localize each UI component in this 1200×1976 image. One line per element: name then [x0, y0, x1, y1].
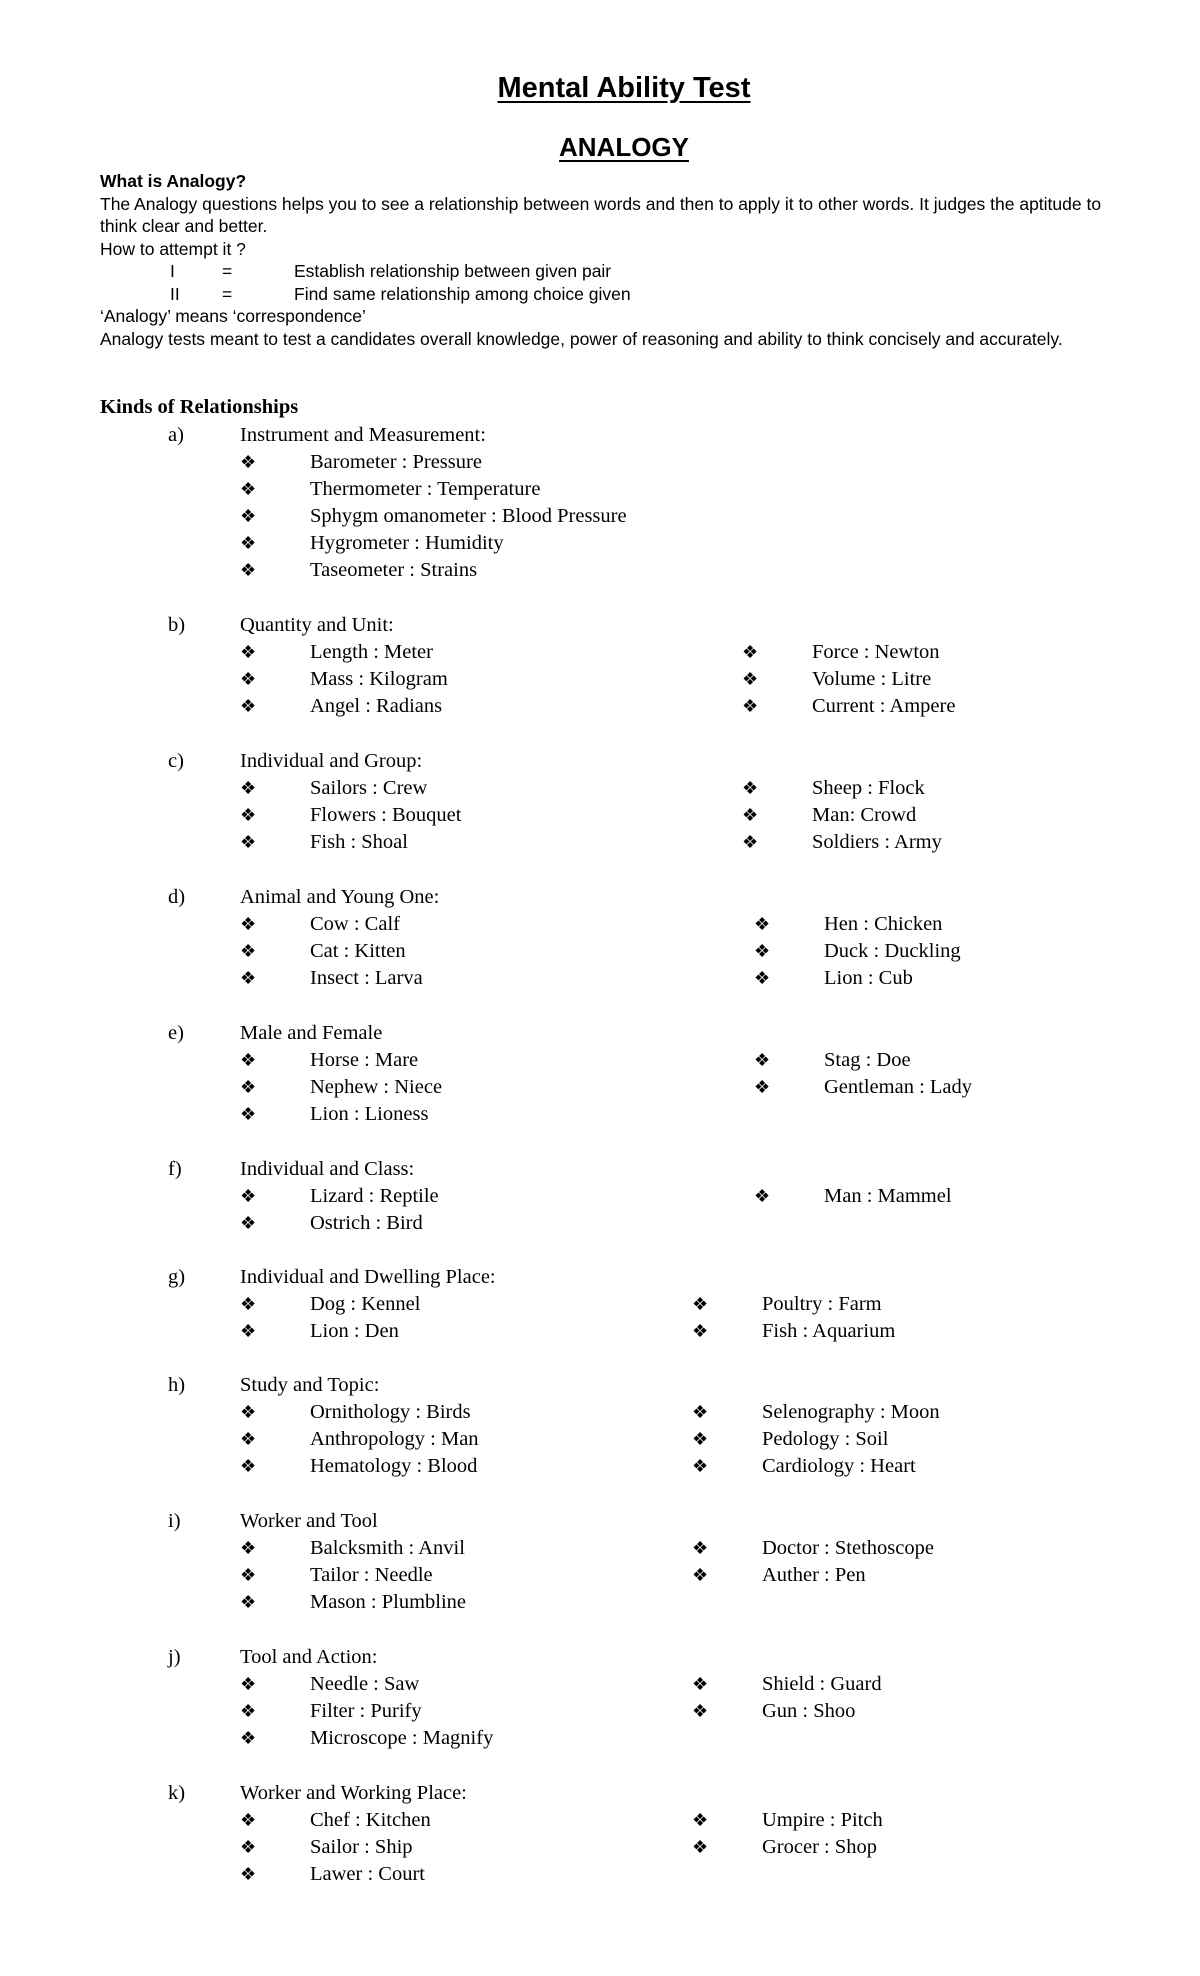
diamond-bullet-icon: ❖ [240, 1213, 257, 1233]
diamond-bullet-icon: ❖ [692, 1456, 709, 1476]
pair-text: Microscope : Magnify [310, 1727, 494, 1749]
pair-text: Lion : Cub [824, 967, 913, 989]
pair-text: Force : Newton [812, 641, 940, 663]
list-item [240, 829, 461, 856]
pair-text: Ornithology : Birds [310, 1401, 471, 1423]
pair-text: Cat : Kitten [310, 940, 406, 962]
pair-text: Anthropology : Man [310, 1428, 479, 1450]
step-text: Establish relationship between given pair [294, 261, 612, 281]
diamond-bullet-icon: ❖ [240, 1538, 257, 1558]
list-item [240, 911, 423, 938]
list-item [692, 1807, 883, 1834]
diamond-bullet-icon: ❖ [742, 805, 759, 825]
list-item [240, 938, 423, 965]
list-item [742, 693, 955, 720]
diamond-bullet-icon: ❖ [692, 1321, 709, 1341]
diamond-bullet-icon: ❖ [754, 914, 771, 934]
items-column [692, 1291, 895, 1345]
diamond-bullet-icon: ❖ [240, 1837, 257, 1857]
diamond-bullet-icon: ❖ [240, 1728, 257, 1748]
pair-text: Sailors : Crew [310, 777, 428, 799]
pair-text: Current : Ampere [812, 695, 956, 717]
category-letter: d) [168, 886, 186, 908]
step-number: I [170, 261, 175, 281]
diamond-bullet-icon: ❖ [240, 1050, 257, 1070]
items-column [754, 911, 961, 992]
pair-text: Filter : Purify [310, 1700, 422, 1722]
list-item [240, 802, 461, 829]
pair-text: Hematology : Blood [310, 1455, 478, 1477]
list-item [240, 449, 627, 476]
diamond-bullet-icon: ❖ [754, 1050, 771, 1070]
diamond-bullet-icon: ❖ [240, 479, 257, 499]
category-letter: e) [168, 1022, 184, 1044]
list-item [240, 1725, 493, 1752]
list-item [742, 829, 942, 856]
list-item [240, 965, 423, 992]
list-item [692, 1834, 883, 1861]
diamond-bullet-icon: ❖ [742, 778, 759, 798]
list-item [240, 1453, 479, 1480]
step-row [100, 260, 1140, 283]
category-heading: Study and Topic: [240, 1374, 380, 1396]
diamond-bullet-icon: ❖ [692, 1429, 709, 1449]
category-heading: Instrument and Measurement: [240, 424, 486, 446]
pair-text: Selenography : Moon [762, 1401, 940, 1423]
list-item [240, 1861, 431, 1888]
category-letter: f) [168, 1158, 182, 1180]
list-item [692, 1562, 934, 1589]
list-item [240, 1210, 439, 1237]
step-text: Find same relationship among choice given [294, 283, 631, 304]
items-column [692, 1399, 940, 1480]
pair-text: Soldiers : Army [812, 831, 942, 853]
list-item [240, 1589, 466, 1616]
intro-how-to: How to attempt it ? [100, 238, 246, 259]
items-column [240, 639, 448, 720]
diamond-bullet-icon: ❖ [240, 1402, 257, 1422]
list-item [240, 1318, 420, 1345]
diamond-bullet-icon: ❖ [692, 1402, 709, 1422]
category-heading: Individual and Dwelling Place: [240, 1266, 496, 1288]
pair-text: Duck : Duckling [824, 940, 961, 962]
list-item [240, 530, 627, 557]
list-item [240, 1834, 431, 1861]
diamond-bullet-icon: ❖ [692, 1701, 709, 1721]
diamond-bullet-icon: ❖ [692, 1810, 709, 1830]
pair-text: Cardiology : Heart [762, 1455, 916, 1477]
category-heading: Animal and Young One: [240, 886, 440, 908]
list-item [240, 1074, 442, 1101]
pair-text: Lawer : Court [310, 1863, 425, 1885]
diamond-bullet-icon: ❖ [240, 1565, 257, 1585]
pair-text: Gun : Shoo [762, 1700, 856, 1722]
pair-text: Mason : Plumbline [310, 1591, 467, 1613]
list-item [240, 503, 627, 530]
diamond-bullet-icon: ❖ [240, 941, 257, 961]
pair-text: Chef : Kitchen [310, 1809, 431, 1831]
list-item [742, 802, 942, 829]
pair-text: Needle : Saw [310, 1673, 420, 1695]
list-item [692, 1399, 940, 1426]
items-column [692, 1807, 883, 1861]
intro-section [100, 170, 1140, 350]
diamond-bullet-icon: ❖ [240, 560, 257, 580]
items-column [692, 1535, 934, 1589]
list-item [754, 911, 961, 938]
intro-description: The Analogy questions helps you to see a relationship between words and then to apply it to other words. It judges the aptitude to think clear and better. [100, 193, 1102, 236]
list-item [240, 639, 448, 666]
step-equals: = [222, 283, 233, 304]
intro-question: What is Analogy? [100, 171, 247, 191]
diamond-bullet-icon: ❖ [742, 832, 759, 852]
items-column [240, 1399, 479, 1480]
diamond-bullet-icon: ❖ [240, 1701, 257, 1721]
items-column [240, 1183, 439, 1237]
list-item [240, 1047, 442, 1074]
list-item [240, 1671, 493, 1698]
pair-text: Lion : Lioness [310, 1103, 429, 1125]
items-column [240, 911, 423, 992]
category-letter: k) [168, 1782, 186, 1804]
category-letter: b) [168, 614, 186, 636]
list-item [240, 1426, 479, 1453]
diamond-bullet-icon: ❖ [240, 1456, 257, 1476]
pair-text: Pedology : Soil [762, 1428, 889, 1450]
pair-text: Grocer : Shop [762, 1836, 878, 1858]
diamond-bullet-icon: ❖ [240, 832, 257, 852]
pair-text: Sheep : Flock [812, 777, 925, 799]
diamond-bullet-icon: ❖ [240, 805, 257, 825]
pair-text: Sailor : Ship [310, 1836, 413, 1858]
list-item [692, 1698, 882, 1725]
diamond-bullet-icon: ❖ [240, 914, 257, 934]
list-item [742, 775, 942, 802]
intro-purpose: Analogy tests meant to test a candidates overall knowledge, power of reasoning and ability to think concisely and accurately. [100, 328, 1063, 349]
pair-text: Man: Crowd [812, 804, 917, 826]
pair-text: Flowers : Bouquet [310, 804, 462, 826]
category-letter: a) [168, 424, 184, 446]
pair-text: Hen : Chicken [824, 913, 943, 935]
diamond-bullet-icon: ❖ [692, 1294, 709, 1314]
diamond-bullet-icon: ❖ [692, 1837, 709, 1857]
diamond-bullet-icon: ❖ [692, 1565, 709, 1585]
list-item [754, 1183, 952, 1210]
list-item [742, 639, 955, 666]
diamond-bullet-icon: ❖ [240, 1104, 257, 1124]
category-heading: Worker and Tool [240, 1510, 378, 1532]
items-column [754, 1047, 972, 1101]
pair-text: Volume : Litre [812, 668, 932, 690]
pair-text: Balcksmith : Anvil [310, 1537, 465, 1559]
items-column [240, 775, 461, 856]
list-item [240, 666, 448, 693]
pair-text: Stag : Doe [824, 1049, 911, 1071]
diamond-bullet-icon: ❖ [240, 1429, 257, 1449]
pair-text: Nephew : Niece [310, 1076, 443, 1098]
diamond-bullet-icon: ❖ [240, 669, 257, 689]
diamond-bullet-icon: ❖ [742, 642, 759, 662]
items-column [240, 449, 627, 584]
category-letter: i) [168, 1510, 181, 1532]
diamond-bullet-icon: ❖ [754, 968, 771, 988]
diamond-bullet-icon: ❖ [240, 506, 257, 526]
list-item [240, 693, 448, 720]
pair-text: Angel : Radians [310, 695, 443, 717]
diamond-bullet-icon: ❖ [754, 1077, 771, 1097]
list-item [754, 965, 961, 992]
category-heading: Worker and Working Place: [240, 1782, 467, 1804]
pair-text: Length : Meter [310, 641, 433, 663]
items-column [240, 1671, 493, 1752]
pair-text: Barometer : Pressure [310, 451, 482, 473]
diamond-bullet-icon: ❖ [742, 669, 759, 689]
pair-text: Lion : Den [310, 1320, 399, 1342]
items-column [240, 1535, 466, 1616]
items-column [742, 775, 942, 856]
category-heading: Individual and Class: [240, 1158, 415, 1180]
pair-text: Horse : Mare [310, 1049, 419, 1071]
page-title: Mental Ability Test [497, 72, 751, 104]
diamond-bullet-icon: ❖ [240, 968, 257, 988]
pair-text: Thermometer : Temperature [310, 478, 541, 500]
category-heading: Individual and Group: [240, 750, 423, 772]
pair-text: Fish : Shoal [310, 831, 408, 853]
pair-text: Poultry : Farm [762, 1293, 882, 1315]
list-item [692, 1291, 895, 1318]
pair-text: Dog : Kennel [310, 1293, 421, 1315]
step-row [100, 283, 1140, 306]
pair-text: Insect : Larva [310, 967, 423, 989]
list-item [240, 775, 461, 802]
analogy-meaning: ‘Analogy’ means ‘correspondence’ [100, 306, 366, 326]
step-equals: = [222, 261, 233, 281]
diamond-bullet-icon: ❖ [240, 1294, 257, 1314]
list-item [692, 1671, 882, 1698]
diamond-bullet-icon: ❖ [240, 1674, 257, 1694]
list-item [240, 1807, 431, 1834]
list-item [240, 1562, 466, 1589]
items-column [692, 1671, 882, 1725]
pair-text: Taseometer : Strains [310, 559, 478, 581]
diamond-bullet-icon: ❖ [240, 642, 257, 662]
list-item [240, 1535, 466, 1562]
diamond-bullet-icon: ❖ [742, 696, 759, 716]
items-column [742, 639, 955, 720]
diamond-bullet-icon: ❖ [240, 452, 257, 472]
diamond-bullet-icon: ❖ [240, 533, 257, 553]
list-item [692, 1426, 940, 1453]
step-number: II [170, 283, 180, 304]
diamond-bullet-icon: ❖ [240, 696, 257, 716]
list-item [240, 557, 627, 584]
diamond-bullet-icon: ❖ [240, 1864, 257, 1884]
category-letter: g) [168, 1266, 186, 1288]
category-letter: c) [168, 750, 184, 772]
diamond-bullet-icon: ❖ [754, 941, 771, 961]
list-item [240, 1101, 442, 1128]
diamond-bullet-icon: ❖ [692, 1674, 709, 1694]
pair-text: Lizard : Reptile [310, 1185, 439, 1207]
page-subtitle: ANALOGY [559, 132, 689, 162]
pair-text: Ostrich : Bird [310, 1212, 423, 1234]
list-item [240, 1183, 439, 1210]
diamond-bullet-icon: ❖ [240, 1077, 257, 1097]
pair-text: Man : Mammel [824, 1185, 952, 1207]
items-column [240, 1047, 442, 1128]
list-item [742, 666, 955, 693]
list-item [240, 1698, 493, 1725]
pair-text: Sphygm omanometer : Blood Pressure [310, 505, 627, 527]
list-item [692, 1453, 940, 1480]
pair-text: Fish : Aquarium [762, 1320, 896, 1342]
list-item [754, 1047, 972, 1074]
kinds-heading: Kinds of Relationships [100, 396, 299, 418]
category-heading: Male and Female [240, 1022, 383, 1044]
list-item [692, 1535, 934, 1562]
list-item [240, 1399, 479, 1426]
items-column [754, 1183, 952, 1210]
diamond-bullet-icon: ❖ [240, 778, 257, 798]
list-item [754, 1074, 972, 1101]
diamond-bullet-icon: ❖ [240, 1186, 257, 1206]
pair-text: Umpire : Pitch [762, 1809, 883, 1831]
items-column [240, 1291, 420, 1345]
list-item [240, 476, 627, 503]
pair-text: Doctor : Stethoscope [762, 1537, 934, 1559]
diamond-bullet-icon: ❖ [240, 1592, 257, 1612]
pair-text: Cow : Calf [310, 913, 400, 935]
diamond-bullet-icon: ❖ [240, 1810, 257, 1830]
list-item [240, 1291, 420, 1318]
category-letter: j) [168, 1646, 181, 1668]
list-item [692, 1318, 895, 1345]
diamond-bullet-icon: ❖ [754, 1186, 771, 1206]
pair-text: Hygrometer : Humidity [310, 532, 504, 554]
items-column [240, 1807, 431, 1888]
pair-text: Gentleman : Lady [824, 1076, 973, 1098]
category-heading: Tool and Action: [240, 1646, 378, 1668]
category-letter: h) [168, 1374, 186, 1396]
diamond-bullet-icon: ❖ [692, 1538, 709, 1558]
pair-text: Shield : Guard [762, 1673, 882, 1695]
diamond-bullet-icon: ❖ [240, 1321, 257, 1341]
list-item [754, 938, 961, 965]
pair-text: Auther : Pen [762, 1564, 866, 1586]
pair-text: Tailor : Needle [310, 1564, 433, 1586]
pair-text: Mass : Kilogram [310, 668, 448, 690]
category-heading: Quantity and Unit: [240, 614, 394, 636]
